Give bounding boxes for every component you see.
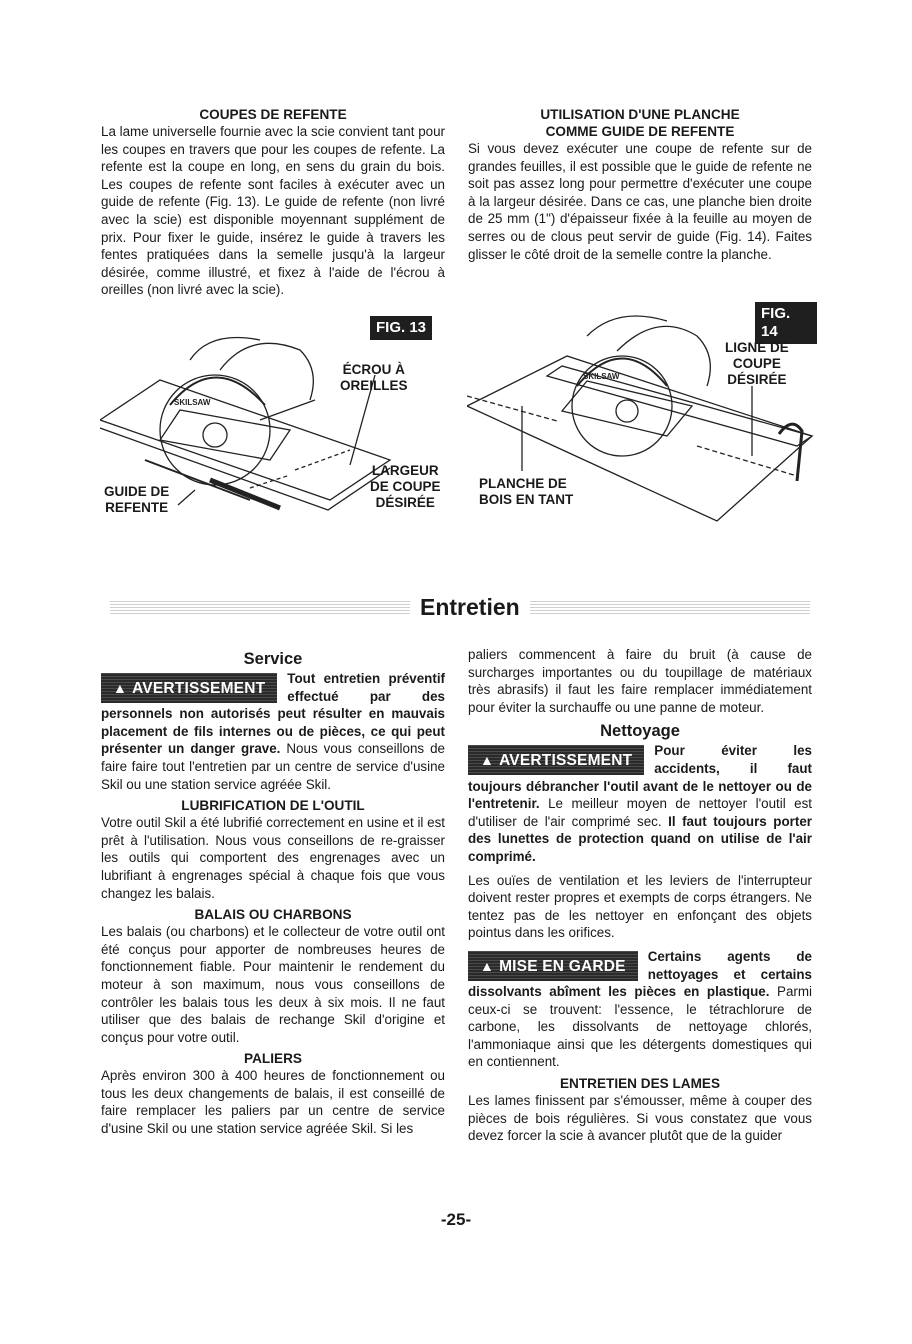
fig13-hand bbox=[190, 338, 260, 361]
left-top-column bbox=[101, 106, 445, 299]
caution-bold: Certains agents de nettoyages et certains dissolvants abîment les pièces en plastique. bbox=[468, 948, 812, 1000]
cleaning-warning-paragraph bbox=[468, 742, 812, 865]
fig13-width-callout bbox=[370, 463, 441, 511]
fig13-guide-line2: REFENTE bbox=[105, 500, 169, 515]
service-warning-badge bbox=[101, 673, 277, 703]
bearings-text: Après environ 300 à 400 heures de fonctionnement ou tous les deux changements de balais, il est conseillé de faire remplacer les paliers par un centre de service d'usine Skil ou une station service agréée Skil. Si les bbox=[101, 1068, 445, 1137]
fig14-arbor bbox=[616, 400, 638, 422]
figure-14 bbox=[467, 296, 817, 526]
board-guide-text: Si vous devez exécuter une coupe de refente sur de grandes feuilles, il est possible que le guide de refente ne soit pas assez long pour permettre d'exécuter une coupe à la largeur désirée. Dans ce cas, une planche bien droite de 25 mm (1") d'épaisseur fixée à la feuille au moyen de serres ou de clous peut servir de guide (Fig. 14). Faites glisser le côté droit de la semelle contre la planche. bbox=[468, 141, 812, 262]
service-warning-bold: Tout entretien préventif effectué par des personnels non autorisés peut résulter en mauvais placement de fils internes ou de pièces, ce qui peut présenter un danger grave. bbox=[101, 671, 445, 757]
warning-triangle-icon: ▲ bbox=[113, 680, 128, 696]
fig14-board-line2: BOIS EN TANT bbox=[479, 492, 574, 507]
fig13-lever bbox=[260, 400, 315, 420]
lubrication-heading: LUBRIFICATION DE L'OUTIL bbox=[181, 798, 365, 814]
fig14-line-line1: LIGNE DE bbox=[725, 340, 789, 355]
fig14-label: FIG. 14 bbox=[755, 302, 817, 344]
warning-triangle-icon: ▲ bbox=[480, 957, 495, 974]
bearings-continued-text: paliers commencent à faire du bruit (à cause de surcharges importantes ou du toupillage de matériaux très abrasifs) il faut les faire remplacer immédiatement pour éviter la surchauffe ou une panne de moteur. bbox=[468, 647, 812, 715]
fig13-shoe bbox=[160, 410, 290, 460]
fig13-blade-guard bbox=[160, 375, 270, 485]
fig13-nut-callout bbox=[340, 362, 408, 394]
fig14-line-callout bbox=[725, 340, 789, 388]
fig14-blade-guard bbox=[572, 356, 672, 456]
cleaning-warning-bold2: Il faut toujours porter des lunettes de protection quand on utilise de l'air comprimé. bbox=[468, 813, 812, 864]
fig14-saw-brand: SKILSAW bbox=[583, 372, 620, 381]
service-warning-label: AVERTISSEMENT bbox=[132, 680, 266, 697]
fig14-line-line3: DÉSIRÉE bbox=[727, 372, 787, 387]
blade-maintenance-text: Les lames finissent par s'émousser, même à couper des pièces de bois régulières. Si vous constatez que vous devez forcer la scie à avancer plutôt que de la guider bbox=[468, 1093, 812, 1144]
fig14-line-line2: COUPE bbox=[732, 356, 781, 371]
fig13-width-line3: DÉSIRÉE bbox=[375, 495, 435, 510]
brushes-heading: BALAIS OU CHARBONS bbox=[194, 907, 352, 923]
fig14-board-callout bbox=[479, 476, 573, 508]
right-top-column bbox=[468, 106, 812, 263]
bearings-heading: PALIERS bbox=[244, 1051, 302, 1067]
fig13-guide-line1: GUIDE DE bbox=[104, 484, 170, 499]
fig14-cut-line bbox=[467, 396, 797, 476]
fig14-board-line1: PLANCHE DE bbox=[479, 476, 567, 491]
board-guide-heading-1: UTILISATION D'UNE PLANCHE bbox=[540, 107, 740, 122]
page-number: -25- bbox=[440, 1210, 472, 1229]
warning-triangle-icon: ▲ bbox=[480, 752, 495, 769]
section-title: Entretien bbox=[410, 590, 530, 624]
service-warning-paragraph bbox=[101, 670, 445, 793]
rip-cuts-heading: COUPES DE REFENTE bbox=[199, 107, 347, 122]
fig13-width-line2: DE COUPE bbox=[370, 479, 441, 494]
fig13-guide-callout bbox=[104, 484, 169, 516]
right-bottom-column bbox=[468, 646, 812, 1145]
caution-badge bbox=[468, 951, 638, 981]
blade-maintenance-heading: ENTRETIEN DES LAMES bbox=[559, 1076, 721, 1092]
fig13-label: FIG. 13 bbox=[370, 316, 432, 340]
caution-rest: Parmi ceux-ci se trouvent: l'essence, le tétrachlorure de carbone, les dissolvants de nettoyage chlorés, l'ammoniaque ainsi que les détergents domestiques qui en contiennent. bbox=[468, 984, 812, 1070]
fig13-saw-brand: SKILSAW bbox=[174, 398, 211, 407]
fig13-handle bbox=[220, 343, 313, 400]
fig13-nut-line2: OREILLES bbox=[340, 378, 408, 393]
cleaning-heading: Nettoyage bbox=[600, 722, 680, 741]
cleaning-warning-rest: Le meilleur moyen de nettoyer l'outil est d'utiliser de l'air comprimé sec. bbox=[468, 796, 812, 829]
cleaning-warning-label: AVERTISSEMENT bbox=[499, 752, 633, 770]
vents-text: Les ouïes de ventilation et les leviers de l'interrupteur doivent rester propres et exempts de corps étrangers. Ne tentez pas de les nettoyer en enfonçant des objets pointus dans les orifices. bbox=[468, 872, 812, 941]
caution-label: MISE EN GARDE bbox=[499, 957, 626, 975]
cleaning-warning-bold: Pour éviter les accidents, il faut toujours débrancher l'outil avant de le nettoyer ou de l'entretenir. bbox=[468, 743, 812, 812]
lubrication-text: Votre outil Skil a été lubrifié correctement en usine et il est prêt à l'utilisation. Nous vous conseillons de re-graisser les outils qui comportent des engrenages avec un lubrifiant à engrenages spécial à chaque fois que vous changez les balais. bbox=[101, 815, 445, 901]
figure-13 bbox=[100, 310, 445, 525]
fig13-nut-line1: ÉCROU À bbox=[342, 362, 405, 377]
fig13-board bbox=[100, 380, 390, 500]
cleaning-warning-badge bbox=[468, 745, 644, 775]
service-heading: Service bbox=[243, 650, 303, 668]
fig13-arbor bbox=[203, 423, 227, 447]
board-guide-heading-2: COMME GUIDE DE REFENTE bbox=[545, 124, 735, 139]
fig13-width-line1: LARGEUR bbox=[371, 463, 439, 478]
caution-paragraph bbox=[468, 948, 812, 1071]
fig13-guide-leader bbox=[178, 490, 195, 505]
service-warning-rest: Nous vous conseillons de faire faire tout l'entretien par un centre de service d'usine Skil ou une station service agréée Skil. bbox=[101, 741, 445, 792]
fig14-hand bbox=[587, 316, 667, 336]
fig13-width-dim bbox=[250, 450, 350, 488]
section-banner bbox=[110, 590, 810, 624]
brushes-text: Les balais (ou charbons) et le collecteur de votre outil ont été conçus pour apporter de nombreuses heures de fonctionnement fiable. Pour maintenir le rendement du moteur à son maximum, nous vous conseillons de contrôler les balais tous les deux à six mois. Il ne faut utiliser que des balais de rechange Skil d'origine et conçus pour votre outil. bbox=[101, 924, 445, 1045]
rip-cuts-text: La lame universelle fournie avec la scie convient tant pour les coupes en travers que pour les coupes de refente. La refente est la coupe en long, en sens du grain du bois. Les coupes de refente sont faciles à exécuter avec un guide de refente (Fig. 13). Le guide de refente (non livré avec la scie) est disponible moyennant supplément de prix. Pour fixer le guide, insérez le guide à travers les fentes pratiquées dans la semelle jusqu'à la largeur désirée, comme illustré, et fixez à l'aide de l'écrou à oreilles (non livré avec la scie). bbox=[101, 124, 445, 298]
left-bottom-column bbox=[101, 646, 445, 1138]
